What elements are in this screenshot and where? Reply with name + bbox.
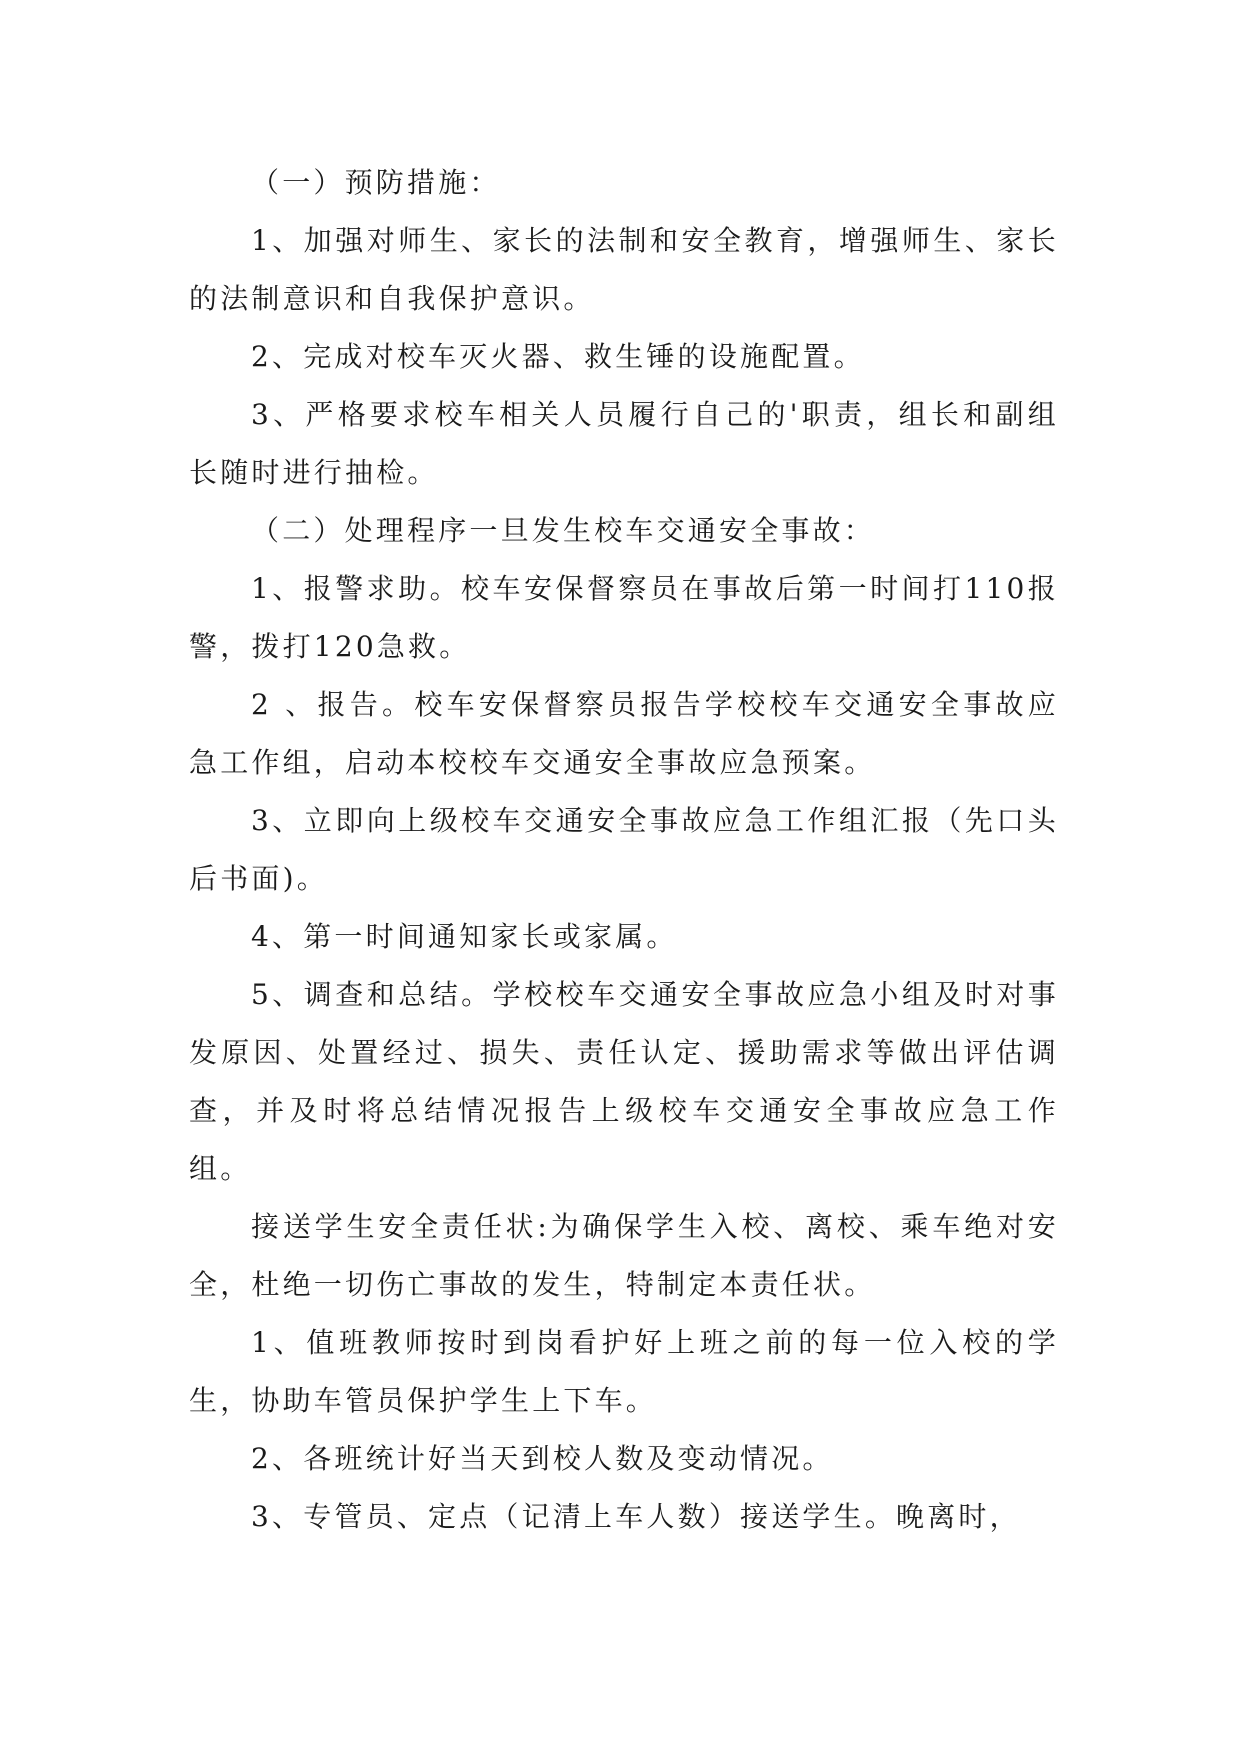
- section-heading-procedure: （二）处理程序一旦发生校车交通安全事故：: [251, 514, 876, 547]
- paragraph-item-2: 2、各班统计好当天到校人数及变动情况。: [251, 1442, 834, 1475]
- paragraph-item-1: 1、报警求助。校车安保督察员在事故后第一时间打110报警，拨打120急救。: [189, 572, 1059, 663]
- section-heading-prevention: （一）预防措施：: [251, 166, 501, 199]
- paragraph-item-4: 4、第一时间通知家长或家属。: [251, 920, 678, 953]
- paragraph-item-3: 3、严格要求校车相关人员履行自己的'职责，组长和副组长随时进行抽检。: [189, 398, 1059, 489]
- paragraph-responsibility-intro: 接送学生安全责任状:为确保学生入校、离校、乘车绝对安全，杜绝一切伤亡事故的发生，特制定本责任状。: [189, 1210, 1059, 1301]
- document-body: [189, 154, 1059, 1546]
- paragraph-item-1: 1、值班教师按时到岗看护好上班之前的每一位入校的学生，协助车管员保护学生上下车。: [189, 1326, 1059, 1417]
- paragraph-item-3: 3、专管员、定点（记清上车人数）接送学生。晚离时，: [251, 1500, 1021, 1533]
- paragraph-item-2: 2、完成对校车灭火器、救生锤的设施配置。: [251, 340, 865, 373]
- paragraph-item-2: 2 、报告。校车安保督察员报告学校校车交通安全事故应急工作组，启动本校校车交通安全事故应急预案。: [189, 688, 1059, 779]
- paragraph-item-1: 1、加强对师生、家长的法制和安全教育，增强师生、家长的法制意识和自我保护意识。: [189, 224, 1059, 315]
- paragraph-item-3: 3、立即向上级校车交通安全事故应急工作组汇报（先口头后书面)。: [189, 804, 1059, 895]
- paragraph-item-5: 5、调查和总结。学校校车交通安全事故应急小组及时对事发原因、处置经过、损失、责任认定、援助需求等做出评估调查，并及时将总结情况报告上级校车交通安全事故应急工作组。: [189, 978, 1059, 1185]
